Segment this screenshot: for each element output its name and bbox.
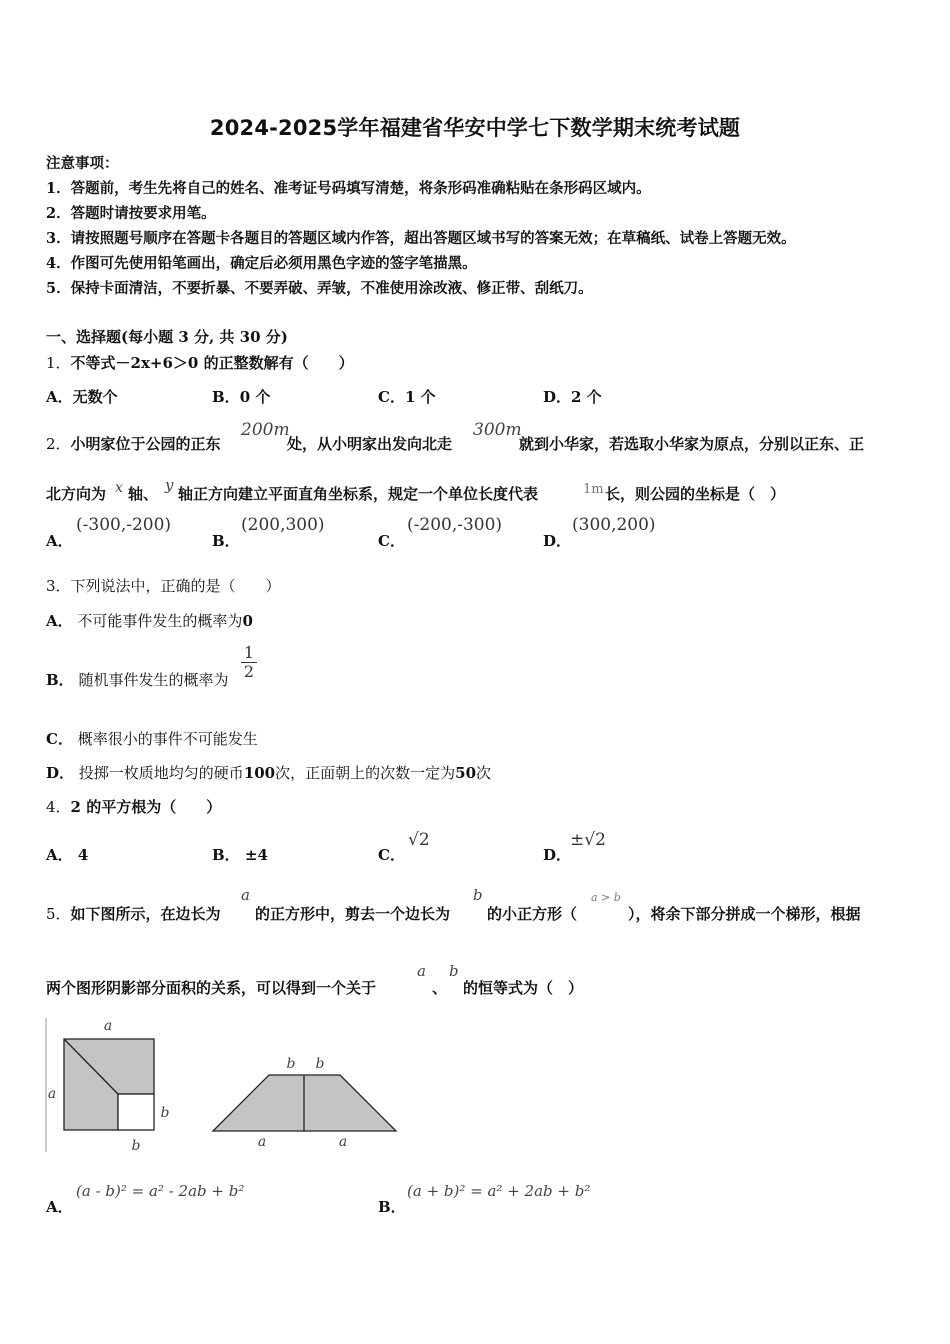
question-2-line-1: 2．小明家位于公园的正东 xyxy=(46,435,221,453)
square-left-label: a xyxy=(47,1086,57,1102)
question-1 xyxy=(46,352,354,373)
small-square-bottom-label: b xyxy=(131,1138,141,1154)
q5-text-6: 的恒等式为（ ） xyxy=(463,979,584,997)
q5-option-b-label[interactable]: B． xyxy=(378,1198,406,1216)
trapezoid-top-right-label: b xyxy=(315,1056,325,1072)
q4-option-a[interactable]: A． 4 xyxy=(46,846,89,864)
q5-figure xyxy=(40,1012,410,1157)
question-number: 1． xyxy=(46,354,71,372)
q3-option-b[interactable]: B． 随机事件发生的概率为 xyxy=(46,671,229,689)
q3-option-d[interactable]: D． 投掷一枚质地均匀的硬币100次，正面朝上的次数一定为50次 xyxy=(46,764,492,782)
question-5-line-1: 5．如下图所示，在边长为 xyxy=(46,905,221,923)
q4-option-b[interactable]: B． ±4 xyxy=(212,846,268,864)
q4-option-d-value[interactable]: ±√2 xyxy=(570,830,606,850)
notice-heading: 注意事项： xyxy=(46,155,119,172)
q5-text-4: ），将余下部分拼成一个梯形，根据 xyxy=(628,905,861,923)
q2-option-d-value[interactable]: (300,200) xyxy=(572,515,656,535)
q2-x-var: x xyxy=(115,480,123,496)
q3-option-c[interactable]: C． 概率很小的事件不可能发生 xyxy=(46,730,258,748)
q2-option-d-label[interactable]: D． xyxy=(543,532,572,550)
q2-option-c-label[interactable]: C． xyxy=(378,532,405,550)
q2-y-var: y xyxy=(165,476,174,494)
q2-distance-1: 200m xyxy=(241,420,290,440)
q5-var-b-2: b xyxy=(449,962,459,980)
q4-option-c-label[interactable]: C． xyxy=(378,846,405,864)
square-top-label: a xyxy=(103,1018,113,1034)
q2-unit: 1m xyxy=(583,482,604,497)
q5-condition: a > b xyxy=(591,891,621,904)
q4-option-d-label[interactable]: D． xyxy=(543,846,572,864)
q5-text-3: 的小正方形（ xyxy=(487,905,578,923)
q5-text-5: 两个图形阴影部分面积的关系，可以得到一个关于 xyxy=(46,979,377,997)
q2-option-a-value[interactable]: (-300,-200) xyxy=(76,515,172,535)
q5-var-a-2: a xyxy=(417,962,426,980)
notice-item-5: 5．保持卡面清洁，不要折暴、不要弄破、弄皱，不准使用涂改液、修正带、刮纸刀。 xyxy=(46,280,593,297)
q5-var-a: a xyxy=(241,886,250,904)
q2-option-c-value[interactable]: (-200,-300) xyxy=(407,515,503,535)
q5-text-2: 的正方形中，剪去一个边长为 xyxy=(255,905,451,923)
question-3: 3．下列说法中，正确的是（ ） xyxy=(46,577,281,595)
q2-text-6: 轴正方向建立平面直角坐标系，规定一个单位长度代表 xyxy=(178,485,539,503)
q5-option-b-value[interactable]: (a + b)² = a² + 2ab + b² xyxy=(407,1182,591,1200)
q1-option-c[interactable]: C．1 个 xyxy=(378,388,436,406)
q4-option-c-value[interactable]: √2 xyxy=(408,830,430,850)
q1-option-d[interactable]: D．2 个 xyxy=(543,388,602,406)
q1-option-a[interactable]: A．无数个 xyxy=(46,388,118,406)
q2-text-3: 就到小华家，若选取小华家为原点，分别以正东、正 xyxy=(519,435,865,453)
notice-item-3: 3．请按照题号顺序在答题卡各题目的答题区域内作答，超出答题区域书写的答案无效；在草稿纸、试卷上答题无效。 xyxy=(46,230,796,247)
q2-text-5: 轴、 xyxy=(128,485,159,503)
question-4: 4．2 的平方根为（ ） xyxy=(46,798,222,816)
question-text: 不等式－2x+6＞0 的正整数解有（ ） xyxy=(70,354,354,372)
q5-separator: 、 xyxy=(432,979,448,997)
q2-option-b-value[interactable]: (200,300) xyxy=(241,515,325,535)
q5-option-a-label[interactable]: A． xyxy=(46,1198,73,1216)
notice-item-1: 1．答题前，考生先将自己的姓名、准考证号码填写清楚，将条形码准确粘贴在条形码区域内。 xyxy=(46,180,651,197)
q3-option-a[interactable]: A． 不可能事件发生的概率为0 xyxy=(46,612,253,630)
notice-item-4: 4．作图可先使用铅笔画出，确定后必须用黑色字迹的签字笔描黑。 xyxy=(46,255,477,272)
q5-option-a-value[interactable]: (a - b)² = a² - 2ab + b² xyxy=(76,1182,245,1200)
q2-option-a-label[interactable]: A． xyxy=(46,532,73,550)
q2-distance-2: 300m xyxy=(473,420,522,440)
small-square-removed xyxy=(118,1094,154,1130)
q5-var-b: b xyxy=(473,886,483,904)
q1-option-b[interactable]: B．0 个 xyxy=(212,388,271,406)
trapezoid-bottom-right-label: a xyxy=(338,1134,348,1150)
q2-text-7: 长，则公园的坐标是（ ） xyxy=(605,485,786,503)
trapezoid-top-left-label: b xyxy=(286,1056,296,1072)
q2-text-2: 处，从小明家出发向北走 xyxy=(287,435,453,453)
notice-item-2: 2．答题时请按要求用笔。 xyxy=(46,205,216,222)
small-square-right-label: b xyxy=(160,1105,170,1121)
trapezoid-bottom-left-label: a xyxy=(257,1134,267,1150)
q2-text-4: 北方向为 xyxy=(46,485,107,503)
page-title: 2024-2025学年福建省华安中学七下数学期末统考试题 xyxy=(209,116,741,140)
q2-option-b-label[interactable]: B． xyxy=(212,532,240,550)
q3-fraction: $\frac{1}{2}$ xyxy=(241,644,257,681)
section-heading: 一、选择题(每小题 3 分, 共 30 分) xyxy=(46,328,288,346)
